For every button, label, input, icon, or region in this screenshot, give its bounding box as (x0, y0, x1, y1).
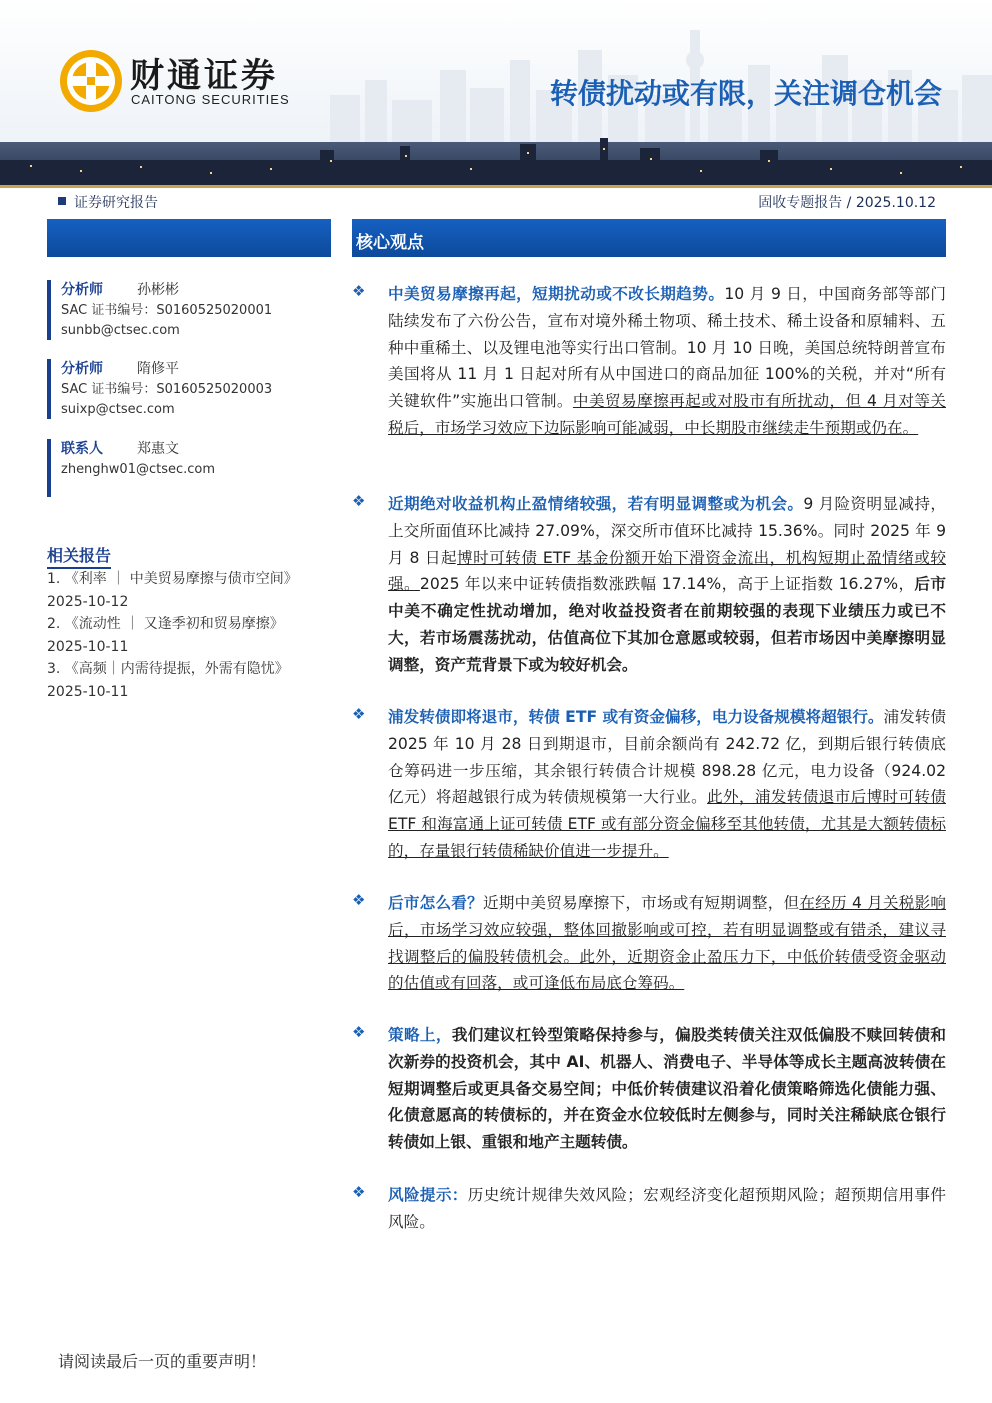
disclaimer-notice: 请阅读最后一页的重要声明！ (58, 1352, 267, 1371)
diamond-bullet-icon: ❖ (352, 492, 366, 510)
report-type-label: 证券研究报告 (74, 195, 158, 211)
related-reports-heading: 相关报告 (47, 543, 111, 569)
contact-card (47, 439, 331, 497)
report-subbar (0, 188, 992, 214)
caitong-logo-icon (58, 48, 124, 114)
contact-email[interactable]: zhenghw01@ctsec.com (61, 462, 216, 477)
analyst-role: 分析师 (61, 361, 103, 377)
core-point-text-2: 2025 年以来中证转债指数涨跌幅 17.14%，高于上证指数 16.27%， (419, 575, 915, 594)
core-point-2 (352, 491, 946, 679)
core-point-body (388, 491, 946, 679)
core-point-lead: 近期绝对收益机构止盈情绪较强，若有明显调整或为机会。 (388, 495, 804, 513)
diamond-bullet-icon: ❖ (352, 705, 366, 723)
core-point-underlined: 在经历 4 月关税影响后，市场学习效应较强，整体回撤影响或可控，若有明显调整或有错杀，建议寻找调整后的偏股转债机会。此外，近期资金止盈压力下，中低价转债受资金驱动的估值或有回落，或可逢低布局底仓筹码。 (388, 894, 946, 993)
core-point-body (388, 1022, 946, 1156)
core-view-header-bar (352, 219, 946, 257)
related-report-title[interactable]: 3. 《高频｜内需待提振，外需有隐忧》 (47, 661, 289, 677)
core-view-heading: 核心观点 (356, 233, 424, 253)
risk-warning (352, 1182, 946, 1236)
core-point-text: 浦发转债 2025 年 10 月 28 日到期退市，目前余额尚有 242.72 亿，到期后银行转债底仓筹码进一步压缩，其余银行转债合计规模 898.28 亿元，电力设备（924.02 亿元）将超越银行成为转债规模第一大行业。 (388, 708, 946, 807)
brand-name-en: CAITONG SECURITIES (131, 92, 290, 107)
related-report-date: 2025-10-11 (47, 683, 129, 700)
core-point-underlined: 博时可转债 ETF 基金份额开始下滑资金流出，机构短期止盈情绪或较强。 (388, 548, 946, 594)
contact-role: 联系人 (61, 441, 103, 457)
core-point-lead: 后市怎么看？ (388, 894, 483, 912)
related-report-title[interactable]: 2. 《流动性 ｜ 又逢季初和贸易摩擦》 (47, 616, 284, 632)
report-title: 转债扰动或有限，关注调仓机会 (549, 77, 942, 110)
diamond-bullet-icon: ❖ (352, 282, 366, 300)
report-type-tag (58, 192, 158, 212)
core-point-body (388, 281, 946, 442)
brand-name-cn: 财通证券 (130, 56, 278, 96)
related-reports-list (47, 568, 337, 703)
analyst-name: 孙彬彬 (137, 282, 179, 298)
core-point-lead: 策略上， (388, 1026, 452, 1044)
diamond-bullet-icon: ❖ (352, 1023, 366, 1041)
sidebar-header-bar (47, 219, 331, 257)
core-point-underlined: 此外，浦发转债退市后博时可转债 ETF 和海富通上证可转债 ETF 或有部分资金偏移至其他转债，尤其是大额转债标的，存量银行转债稀缺价值进一步提升。 (388, 788, 946, 860)
core-point-body (388, 704, 946, 865)
analyst-cert: SAC 证书编号：S0160525020001 (61, 303, 273, 318)
core-point-underlined: 中美贸易摩擦再起或对股市有所扰动，但 4 月对等关税后，市场学习效应下边际影响可能减弱，中长期股市继续走牛预期或仍在。 (388, 392, 946, 437)
report-category-date: 固收专题报告 / 2025.10.12 (758, 195, 936, 211)
related-report-title[interactable]: 1. 《利率 ｜ 中美贸易摩擦与债市空间》 (47, 571, 298, 587)
diamond-bullet-icon: ❖ (352, 1183, 366, 1201)
core-point-lead: 浦发转债即将退市，转债 ETF 或有资金偏移，电力设备规模将超银行。 (388, 708, 884, 726)
analyst-name: 隋修平 (137, 361, 179, 377)
core-point-5 (352, 1022, 946, 1156)
core-point-bold: 后市中美不确定性扰动增加，绝对收益投资者在前期较强的表现下业绩压力或已不大，若市场震荡扰动，估值高位下其加仓意愿或较弱，但若市场因中美摩擦明显调整，资产荒背景下或为较好机会。 (388, 575, 946, 674)
analyst-email[interactable]: sunbb@ctsec.com (61, 323, 180, 338)
core-point-3 (352, 704, 946, 865)
related-report-date: 2025-10-11 (47, 638, 129, 655)
diamond-bullet-icon: ❖ (352, 891, 366, 909)
analyst-cert: SAC 证书编号：S0160525020003 (61, 382, 273, 397)
analyst-card (47, 359, 331, 419)
core-point-text: 10 月 9 日，中国商务部等部门陆续发布了六份公告，宣布对境外稀土物项、稀土技术、稀土设备和原辅料、五种中重稀土、以及锂电池等实行出口管制。10 月 10 日晚，美国总统特朗普宣布美国将从 11 月 1 日起对所有从中国进口的商品加征 100%的关税，并对“所有关键软件”实施出口管制。 (388, 285, 946, 411)
analyst-role: 分析师 (61, 282, 103, 298)
risk-warning-lead: 风险提示： (388, 1186, 468, 1204)
report-header (0, 0, 992, 188)
analyst-email[interactable]: suixp@ctsec.com (61, 402, 175, 417)
core-point-lead: 中美贸易摩擦再起，短期扰动或不改长期趋势。 (388, 285, 725, 303)
core-point-body (388, 890, 946, 997)
contact-name: 郑惠文 (137, 441, 179, 457)
core-point-text: 近期中美贸易摩擦下，市场或有短期调整，但 (482, 894, 800, 912)
core-point-bold: 我们建议杠铃型策略保持参与，偏股类转债关注双低偏股不赎回转债和次新券的投资机会，其中 AI、机器人、消费电子、半导体等成长主题高波转债在短期调整后或更具备交易空间；中低价转债建议沿着化债策略筛选化债能力强、化债意愿高的转债标的，并在资金水位较低时左侧参与，同时关注稀缺底仓银行转债如上银、重银和地产主题转债。 (388, 1026, 946, 1152)
analyst-card (47, 280, 331, 340)
square-bullet-icon (58, 197, 66, 205)
core-point-1 (352, 281, 946, 442)
related-report-date: 2025-10-12 (47, 593, 129, 610)
core-point-4 (352, 890, 946, 997)
risk-warning-text: 历史统计规律失效风险；宏观经济变化超预期风险；超预期信用事件风险。 (388, 1186, 946, 1231)
risk-warning-body (388, 1182, 946, 1236)
core-point-text: 9 月险资明显减持，上交所面值环比减持 27.09%，深交所市值环比减持 15.36%。同时 2025 年 9 月 8 日起 (388, 495, 946, 567)
